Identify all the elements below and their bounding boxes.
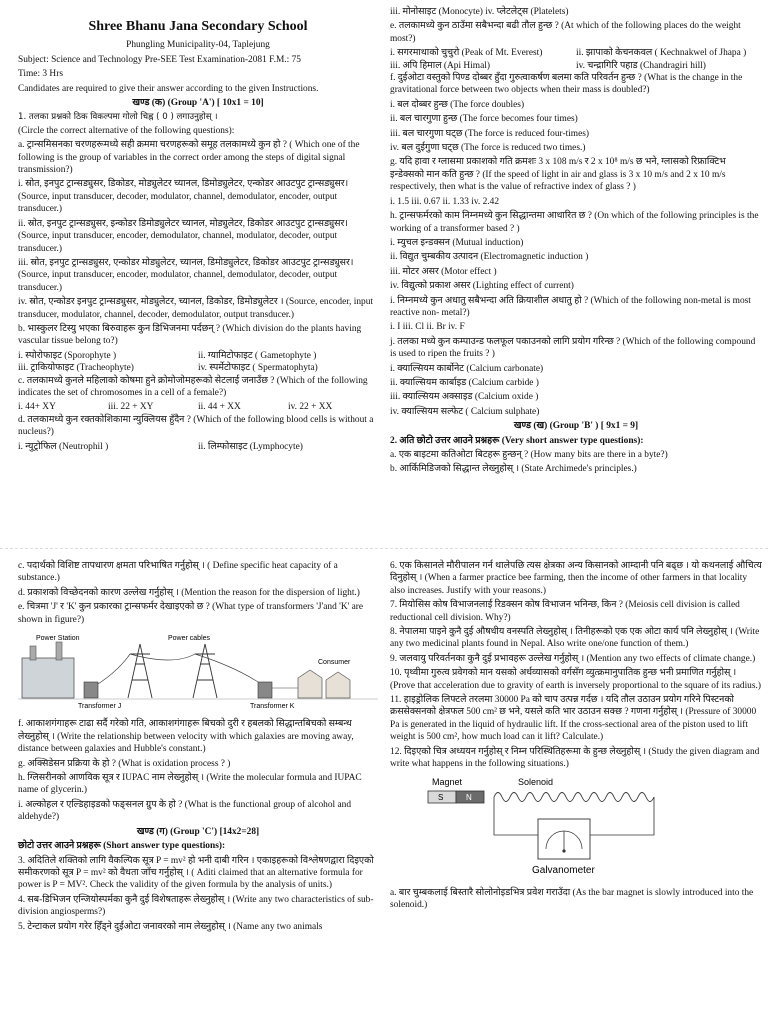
question-8: 8. नेपालमा पाइने कुनै दुई औषधीय वनस्पति लेख्नुहोस् । तिनीहरूको एक एक ओटा कार्य पनि लेख्नुहोस् । (Write any two medicinal plants found in Nepal. Also write one/one function of them.) — [390, 627, 760, 650]
option: ii. बल चारगुणा हुन्छ (The force becomes four times) — [390, 114, 578, 125]
column-left-top — [18, 18, 378, 453]
option: i. सगरमाथाको चुचुरो (Peak of Mt. Everest) — [390, 48, 543, 59]
group-c-heading: खण्ड (ग) (Group 'C') [14x2=28] — [136, 826, 260, 837]
galvanometer-label: Galvanometer — [532, 864, 595, 876]
question-7: 7. मियोसिस कोष विभाजनलाई रिडक्सन कोष विभाजन भनिन्छ, किन ? (Meiosis cell division is called reductional cell division. Why?) — [390, 600, 740, 623]
option: ii. ग्यामिटोफाइट ( Gametophyte ) — [198, 350, 317, 361]
question-2e: e. चित्रमा 'J' र 'K' कुन प्रकारका ट्रान्सफर्मर देखाइएको छ ? (What type of transformers 'J'and 'K' are shown in figure?) — [18, 602, 364, 625]
question-a: a. ट्रान्समिसनका चरणहरूमध्ये सही क्रममा चरणहरूको समूह तलकामध्ये कुन हो ? ( Which one of the following is the group of variables in the correct order among the steps of digital signal transmission?) — [18, 140, 360, 176]
option: i. म्युचल इन्डक्सन (Mutual induction) — [390, 237, 524, 248]
question-2f: f. आकाशगंगाहरू टाढा सर्दै गरेको गति, आकाशगंगाहरू बिचको दुरी र हबलको सिद्धान्तबिचको सम्बन्ध लेख्नुहोस् । (Write the relationship between velocity with which galaxies are moving away, distance between galaxies and Hubble's constant.) — [18, 719, 354, 755]
options: i. 1.5 iii. 0.67 ii. 1.33 iv. 2.42 — [390, 196, 500, 207]
school-name: Shree Bhanu Jana Secondary School — [88, 19, 308, 34]
option: iii. ट्राकियोफाइट (Tracheophyte) — [18, 363, 134, 374]
magnet-label: Magnet — [432, 776, 463, 787]
options: i. I iii. Cl ii. Br iv. F — [390, 322, 465, 333]
question-2c: c. पदार्थको विशिष्ट तापधारण क्षमता परिभाषित गर्नुहोस् । ( Define specific heat capacity of a substance.) — [18, 561, 338, 584]
group-c-intro: छोटो उत्तर आउने प्रश्नहरू (Short answer type questions): — [18, 841, 226, 852]
option: i. स्रोत, इनपुट ट्रान्सड्युसर, डिकोडर, मोड्युलेटर च्यानल, डिमोड्युलेटर, एन्कोडर आउटपुट ट्रान्सड्युसर। (Source, input transducer, decoder, modulator, channel, demodulator, encoder, output transducer.) — [18, 179, 349, 215]
question-2d: d. प्रकाशको विच्छेदनको कारण उल्लेख गर्नुहोस् । (Mention the reason for the dispersion of light.) — [18, 587, 360, 598]
option: iv. 22 + XX — [288, 402, 333, 413]
power-station-label: Power Station — [36, 635, 80, 643]
transformer-k-label: Transformer K — [250, 703, 295, 711]
column-right-top — [390, 6, 762, 478]
group-b-heading: खण्ड (ख) (Group 'B' ) [ 9x1 = 9] — [513, 421, 639, 432]
question-d-more: iii. मोनोसाइट (Monocyte) iv. प्लेटलेट्स (Platelets) — [390, 7, 569, 17]
question-2g: g. अक्सिडेसन प्रक्रिया के हो ? (What is oxidation process ? ) — [18, 758, 231, 769]
option: ii. स्रोत, इनपुट ट्रान्सड्युसर, इन्कोडर डिमोड्युलेटर च्यानल, मोड्युलेटर, डिकोडर आउटपुट ट्रान्सड्युसर। (Source, input transducer, encoder, demodulator, channel, modulator, decoder, output transducer.) — [18, 218, 348, 254]
question-9: 9. जलवायु परिवर्तनका कुनै दुई प्रभावहरू उल्लेख गर्नुहोस् । (Mention any two effects of climate change.) — [390, 653, 756, 664]
column-left-bottom — [18, 560, 378, 935]
option: iii. अपि हिमाल (Api Himal) — [390, 60, 490, 71]
address: Phungling Municipality-04, Taplejung — [126, 40, 270, 51]
group-a-heading: खण्ड (क) (Group 'A') [ 10x1 = 10] — [132, 98, 264, 109]
question-12a: a. बार चुम्बकलाई बिस्तारै सोलोनोइडभित्र प्रवेश गराउँदा (As the bar magnet is slowly introduced into the solenoid.) — [390, 887, 754, 911]
question-2i: i. अल्कोहल र एल्डिहाइडको फङ्सनल ग्रुप के हो ? (What is the functional group of alcohol and aldehyde?) — [18, 799, 352, 823]
option: iii. क्याल्सियम अक्साइड (Calcium oxide ) — [390, 392, 539, 403]
question-h: h. ट्रान्सफर्मरको काम निम्नमध्ये कुन सिद्धान्तमा आधारित छ ? (On which of the following principles is the working of a transformer based ? ) — [390, 211, 759, 234]
time: Time: 3 Hrs — [18, 69, 63, 80]
transformer-diagram — [18, 630, 378, 710]
question-2a: a. एक बाइटमा कतिओटा बिटहरू हुन्छन् ? (How many bits are there in a byte?) — [390, 450, 668, 460]
option: ii. लिम्फोसाइट (Lymphocyte) — [198, 441, 303, 452]
option: iii. स्रोत, इनपुट ट्रान्सड्युसर, एन्कोडर मोड्युलेटर, च्यानल, डिमोड्युलेटर, डिकोडर आउटपुट ट्रान्सड्युसर। (Source, input transducer, encoder, modulator, channel, demodulator, decoder, output transducer.) — [18, 257, 354, 293]
page-divider — [0, 548, 768, 549]
option: i. न्युट्रोफिल (Neutrophil ) — [18, 441, 109, 452]
question-g: g. यदि हावा र ग्लासमा प्रकाशको गति क्रमशः 3 x 108 m/s र 2 x 10⁸ m/s छ भने, ग्लासको रिफ्राक्टिभ इन्डेक्सको मान कति हुन्छ ? (If the speed of light in air and glass is 3 x 10 m/s and 2 x 10 m/s respectively, then what is the value of refractive index of glass ? ) — [390, 157, 726, 193]
solenoid-figure — [390, 775, 762, 883]
option: i. 44+ XY — [18, 402, 56, 413]
consumer-label: Consumer — [318, 659, 351, 667]
question-2h: h. ग्लिसरीनको आणविक सूत्र र IUPAC नाम लेख्नुहोस् । (Write the molecular formula and IUPAC name of glycerin.) — [18, 773, 362, 796]
option: iii. बल चारगुणा घट्छ (The force is reduced four-times) — [390, 128, 590, 139]
option: iii. 22 + XY — [108, 402, 154, 413]
question-2b: b. आर्किमिडिजको सिद्धान्त लेख्नुहोस् । (State Archimede's principles.) — [390, 464, 637, 475]
instructions: Candidates are required to give their answer according to the given Instructions. — [18, 83, 319, 94]
option: iii. मोटर असर (Motor effect ) — [390, 266, 497, 277]
transformer-figure — [18, 630, 378, 714]
option: iv. चन्द्रागिरि पहाड (Chandragiri hill) — [576, 60, 706, 71]
option: ii. क्याल्सियम कार्बाइड (Calcium carbide ) — [390, 377, 539, 388]
question-b: b. भास्कुलर टिस्यु भएका बिरुवाहरू कुन डिभिजनमा पर्दछन् ? (Which division do the plants having vascular tissue belong to?) — [18, 323, 362, 347]
option: ii. झापाको केचनकवल ( Kechnakwel of Jhapa ) — [576, 48, 747, 59]
question-f: f. दुईओटा वस्तुको पिण्ड दोब्बर हुँदा गुरुत्वाकर्षण बलमा कति परिवर्तन हुन्छ ? (What is the change in the gravitational force between two objects when their mass is doubled?) — [390, 73, 743, 96]
option: ii. विद्युत चुम्बकीय उत्पादन (Electromagnetic induction ) — [390, 252, 589, 263]
option: iv. स्रोत, एन्कोडर इनपुट ट्रान्सड्युसर, मोड्युलेटर, च्यानल, डिकोडर, डिमोड्युलेटर । (Source, encoder, input transducer, modulator, channel, decoder, demodulator, output transducer.) — [18, 297, 373, 320]
question-11: 11. हाइड्रोलिक लिफ्टले तरलमा 30000 Pa को चाप उत्पन्न गर्दछ । यदि तौल उठाउन प्रयोग गरिने पिस्टनको क्रससेक्सनको क्षेत्रफल 500 cm² छ भने, यसले कति भार उठाउन सक्छ ? गणना गर्नुहोस् । (Pressure of 30000 Pa is generated in the liquid of hydraulic lift. If the cross-sectional area of the piston used to lift weight is 500 cm², how much load can it lift? Calculate.) — [390, 695, 757, 743]
option: iv. बल दुईगुणा घट्छ (The force is reduced two times.) — [390, 143, 586, 154]
question-c: c. तलकामध्ये कुनले महिलाको कोषमा हुने क्रोमोजोमहरूको सेटलाई जनाउँछ ? (Which of the following indicates the set of chromosomes in a cell of a female?) — [18, 375, 368, 398]
question-6: 6. एक किसानले मौरीपालन गर्न थालेपछि त्यस क्षेत्रका अन्य किसानको आम्दानी पनि बढ्छ । यो कथनलाई औचित्य दिनुहोस् । (When a farmer practice bee farming, then the income of other farmers in that locality also increases. Justify with your reasons.) — [390, 561, 762, 596]
option: i. क्याल्सियम कार्बोनेट (Calcium carbonate) — [390, 363, 544, 374]
column-right-bottom — [390, 560, 762, 914]
option: i. बल दोब्बर हुन्छ (The force doubles) — [390, 99, 525, 110]
subject-line: Subject: Science and Technology Pre-SEE Test Examination-2081 F.M.: 75 — [18, 54, 301, 65]
question-10: 10. पृथ्वीमा गुरुत्व प्रवेगको मान यसको अर्धव्यासको वर्गसँग व्युत्क्रमानुपातिक हुन्छ भनी प्रमाणित गर्नुहोस् । (Prove that acceleration due to gravity of earth is inversely proportional to the square of its radius.) — [390, 668, 761, 691]
option: iv. क्याल्सियम सल्फेट ( Calcium sulphate) — [390, 406, 540, 417]
question-e: e. तलकामध्ये कुन ठाउँमा सबैभन्दा बढी तौल हुन्छ ? (At which of the following places do the weight most?) — [390, 21, 741, 44]
option: i. स्पोरोफाइट (Sporophyte ) — [18, 350, 117, 361]
option: ii. 44 + XX — [198, 402, 241, 413]
power-cables-label: Power cables — [168, 635, 211, 643]
solenoid-label: Solenoid — [518, 776, 554, 787]
intro-en: (Circle the correct alternative of the following questions): — [18, 125, 235, 136]
s-pole-label: S — [438, 792, 444, 802]
question-i: i. निम्नमध्ये कुन अधातु सबैभन्दा अति क्रियाशील अधातु हो ? (Which of the following non-metal is most reactive non- metal?) — [390, 295, 751, 318]
question-12: 12. दिइएको चित्र अध्ययन गर्नुहोस् र निम्न परिस्थितिहरूमा के हुन्छ लेख्नुहोस् । (Study the given diagram and write what happens in the following situations.) — [390, 746, 760, 770]
question-3: 3. अदितिले शक्तिको लागि वैकल्पिक सूत्र P = mv² हो भनी दाबी गरिन । एकाइहरूको विश्लेषणद्वारा दिइएको समीकरणको सूत्र P = mv² को वैधता जाँच गर्नुहोस् । ( Aditi claimed that an alternative formula for power is P = MV². Check the validity of the given formula by the analysis of units.) — [18, 855, 374, 891]
transformer-j-label: Transformer J — [78, 703, 122, 711]
option: iv. विद्युत्को प्रकाश असर (Lighting effect of current) — [390, 281, 574, 292]
option: iv. स्पर्मेटोफाइट ( Spermatophyta) — [198, 363, 318, 374]
question-d: d. तलकामध्ये कुन रक्तकोशिकामा न्युक्लियस हुँदैन ? (Which of the following blood cells is without a nucleus?) — [18, 414, 374, 438]
question-4: 4. सब-डिभिजन एन्जियोस्पर्मका कुनै दुई विशेषताहरू लेख्नुहोस् । (Write any two characteristics of sub-division angiosperms?) — [18, 894, 374, 918]
question-j: j. तलका मध्ये कुन कम्पाउन्ड फलफूल पकाउनको लागि प्रयोग गरिन्छ ? (Which of the following compound is used to ripen the fruits ? ) — [390, 336, 756, 360]
group-b-intro: 2. अति छोटो उत्तर आउने प्रश्नहरू (Very short answer type questions): — [390, 435, 644, 446]
question-5: 5. टेन्टाकल प्रयोग गरेर हिँड्ने दुईओटा जनावरको नाम लेख्नुहोस् । (Name any two animals — [18, 921, 323, 932]
n-pole-label: N — [466, 792, 472, 802]
intro-np: 1. तलका प्रश्नको ठिक विकल्पमा गोलो चिह्न ( 0 ) लगाउनुहोस् । — [18, 111, 218, 122]
solenoid-diagram — [390, 775, 762, 879]
